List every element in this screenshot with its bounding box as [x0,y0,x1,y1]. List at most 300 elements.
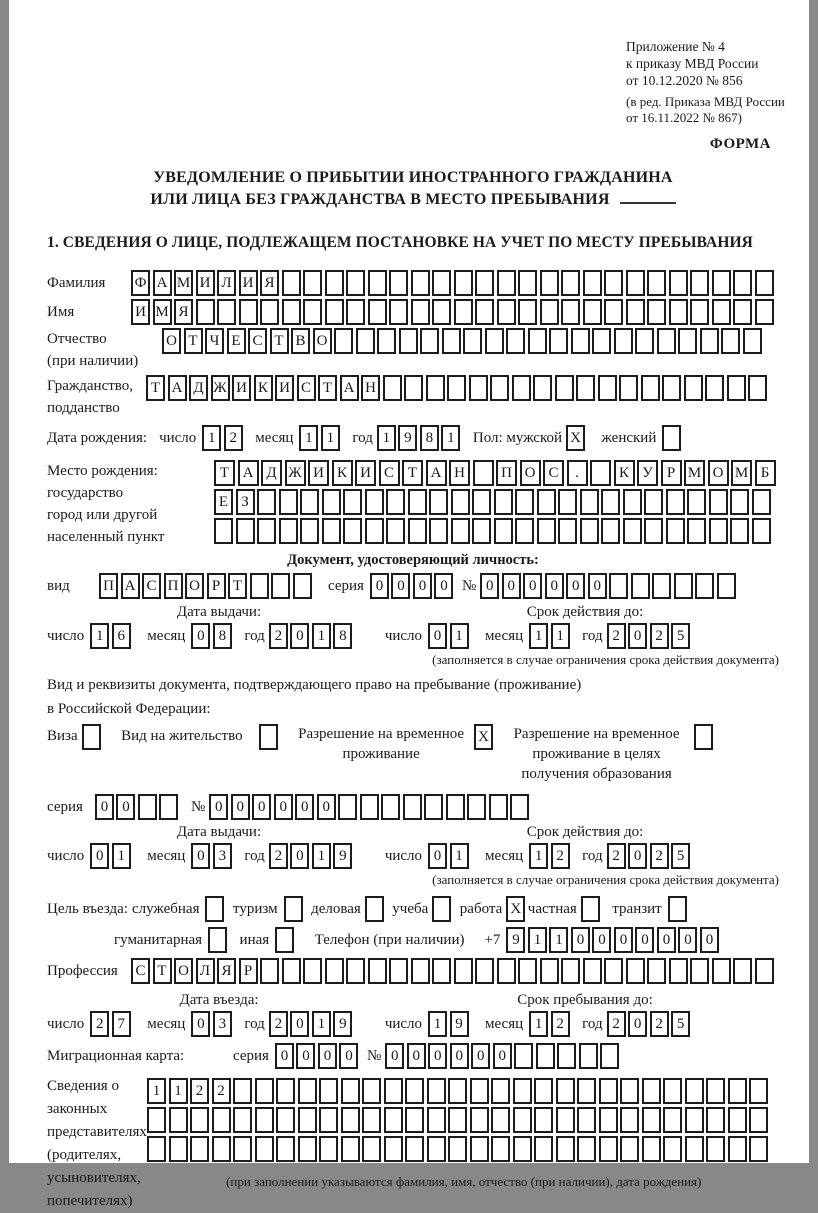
purpose-business-checkbox[interactable] [365,896,387,922]
char-cell[interactable] [534,1107,553,1133]
char-cell[interactable]: Т [146,375,165,401]
char-cell[interactable] [558,518,577,544]
char-cell[interactable] [728,1136,747,1162]
char-cell[interactable]: 0 [339,1043,358,1069]
char-cell[interactable] [389,958,408,984]
char-cell[interactable]: 1 [428,1011,447,1037]
char-cell[interactable] [147,1107,166,1133]
char-cell[interactable] [666,489,685,515]
char-cell[interactable] [399,328,418,354]
doc-issue-year-input[interactable] [269,623,355,649]
char-cell[interactable]: С [297,375,316,401]
char-cell[interactable]: 2 [650,623,669,649]
surname-input[interactable] [131,270,776,296]
char-cell[interactable]: 0 [592,927,611,953]
char-cell[interactable] [690,299,709,325]
char-cell[interactable]: 0 [296,1043,315,1069]
char-cell[interactable] [432,270,451,296]
char-cell[interactable]: О [708,460,729,486]
char-cell[interactable]: А [238,460,259,486]
char-cell[interactable]: 5 [671,623,690,649]
char-cell[interactable] [403,794,422,820]
char-cell[interactable] [749,1136,768,1162]
char-cell[interactable] [284,896,303,922]
char-cell[interactable] [712,299,731,325]
char-cell[interactable] [212,1136,231,1162]
char-cell[interactable] [549,328,568,354]
char-cell[interactable] [491,1107,510,1133]
char-cell[interactable] [469,375,488,401]
char-cell[interactable] [427,1107,446,1133]
permit-valid-day-input[interactable] [428,843,471,869]
edu-permit-checkbox[interactable] [694,724,716,750]
char-cell[interactable]: 2 [607,1011,626,1037]
permit-issue-month-input[interactable] [191,843,234,869]
char-cell[interactable]: 0 [700,927,719,953]
char-cell[interactable] [497,958,516,984]
char-cell[interactable] [282,299,301,325]
char-cell[interactable]: 6 [112,623,131,649]
char-cell[interactable] [236,518,255,544]
char-cell[interactable]: С [142,573,161,599]
char-cell[interactable]: С [131,958,150,984]
char-cell[interactable]: 1 [202,425,221,451]
purpose-tourism-checkbox[interactable] [284,896,306,922]
char-cell[interactable]: 0 [502,573,521,599]
char-cell[interactable] [642,1107,661,1133]
char-cell[interactable] [205,896,224,922]
char-cell[interactable] [250,573,269,599]
birth-place-row1-input[interactable] [214,460,778,486]
char-cell[interactable] [451,489,470,515]
char-cell[interactable] [260,299,279,325]
char-cell[interactable]: 0 [480,573,499,599]
char-cell[interactable] [472,489,491,515]
char-cell[interactable] [743,328,762,354]
char-cell[interactable]: 2 [212,1078,231,1104]
char-cell[interactable] [706,1107,725,1133]
char-cell[interactable] [709,518,728,544]
char-cell[interactable]: С [543,460,564,486]
char-cell[interactable] [635,328,654,354]
char-cell[interactable] [733,958,752,984]
char-cell[interactable]: Т [214,460,235,486]
char-cell[interactable] [561,958,580,984]
purpose-transit-checkbox[interactable] [668,896,690,922]
char-cell[interactable] [706,1078,725,1104]
char-cell[interactable]: И [131,299,150,325]
char-cell[interactable]: Е [227,328,246,354]
char-cell[interactable]: . [567,460,588,486]
char-cell[interactable] [405,1078,424,1104]
char-cell[interactable] [214,518,233,544]
char-cell[interactable]: А [168,375,187,401]
residence-permit-checkbox[interactable] [259,724,281,750]
char-cell[interactable] [749,1078,768,1104]
purpose-official-checkbox[interactable] [205,896,227,922]
char-cell[interactable]: К [254,375,273,401]
entry-day-input[interactable] [90,1011,133,1037]
char-cell[interactable]: И [275,375,294,401]
doc-series-input[interactable] [370,573,456,599]
char-cell[interactable]: 0 [191,1011,210,1037]
char-cell[interactable] [748,375,767,401]
char-cell[interactable]: 1 [441,425,460,451]
char-cell[interactable] [515,518,534,544]
char-cell[interactable]: Н [361,375,380,401]
permit-valid-year-input[interactable] [607,843,693,869]
char-cell[interactable] [322,489,341,515]
char-cell[interactable]: 8 [420,425,439,451]
char-cell[interactable]: Т [228,573,247,599]
char-cell[interactable]: 1 [90,623,109,649]
char-cell[interactable]: Я [260,270,279,296]
char-cell[interactable] [600,1043,619,1069]
char-cell[interactable] [82,724,101,750]
char-cell[interactable] [362,1136,381,1162]
char-cell[interactable] [475,958,494,984]
char-cell[interactable]: 0 [290,623,309,649]
char-cell[interactable]: 9 [333,843,352,869]
birth-month-input[interactable] [299,425,342,451]
char-cell[interactable] [255,1107,274,1133]
char-cell[interactable] [190,1107,209,1133]
char-cell[interactable] [475,270,494,296]
char-cell[interactable]: 2 [224,425,243,451]
char-cell[interactable]: 0 [275,1043,294,1069]
char-cell[interactable]: 9 [506,927,525,953]
char-cell[interactable] [303,270,322,296]
char-cell[interactable] [641,375,660,401]
char-cell[interactable] [368,299,387,325]
char-cell[interactable]: 0 [191,843,210,869]
char-cell[interactable]: 0 [116,794,135,820]
char-cell[interactable] [590,460,611,486]
char-cell[interactable] [662,375,681,401]
char-cell[interactable]: С [379,460,400,486]
char-cell[interactable] [685,1136,704,1162]
char-cell[interactable] [411,958,430,984]
char-cell[interactable] [626,958,645,984]
char-cell[interactable]: А [426,460,447,486]
char-cell[interactable] [386,489,405,515]
char-cell[interactable]: 0 [295,794,314,820]
char-cell[interactable] [411,270,430,296]
char-cell[interactable] [420,328,439,354]
char-cell[interactable] [362,1107,381,1133]
char-cell[interactable]: Т [153,958,172,984]
char-cell[interactable] [463,328,482,354]
char-cell[interactable]: Ф [131,270,150,296]
char-cell[interactable] [506,328,525,354]
doc-valid-day-input[interactable] [428,623,471,649]
char-cell[interactable] [537,489,556,515]
char-cell[interactable] [404,375,423,401]
patronymic-input[interactable] [162,328,764,354]
char-cell[interactable]: 0 [428,623,447,649]
char-cell[interactable]: Ч [205,328,224,354]
char-cell[interactable] [491,1078,510,1104]
char-cell[interactable] [338,794,357,820]
char-cell[interactable]: 5 [671,1011,690,1037]
char-cell[interactable] [447,375,466,401]
char-cell[interactable] [319,1107,338,1133]
char-cell[interactable]: Ж [285,460,306,486]
char-cell[interactable] [467,794,486,820]
char-cell[interactable] [491,1136,510,1162]
char-cell[interactable] [451,518,470,544]
char-cell[interactable] [674,573,693,599]
char-cell[interactable]: 1 [450,623,469,649]
char-cell[interactable] [470,1136,489,1162]
char-cell[interactable]: 2 [269,1011,288,1037]
char-cell[interactable] [298,1107,317,1133]
char-cell[interactable] [687,518,706,544]
birth-place-row3-input[interactable] [214,518,778,544]
entry-month-input[interactable] [191,1011,234,1037]
char-cell[interactable]: 9 [450,1011,469,1037]
char-cell[interactable] [620,1078,639,1104]
char-cell[interactable]: А [121,573,140,599]
char-cell[interactable] [343,518,362,544]
char-cell[interactable]: 3 [213,1011,232,1037]
char-cell[interactable]: Р [207,573,226,599]
char-cell[interactable] [485,328,504,354]
char-cell[interactable]: 0 [191,623,210,649]
char-cell[interactable] [642,1136,661,1162]
permit-issue-day-input[interactable] [90,843,133,869]
char-cell[interactable]: X [474,724,493,750]
char-cell[interactable]: 1 [377,425,396,451]
char-cell[interactable] [408,518,427,544]
char-cell[interactable]: К [614,460,635,486]
char-cell[interactable] [257,518,276,544]
char-cell[interactable] [556,1078,575,1104]
char-cell[interactable]: 0 [290,843,309,869]
char-cell[interactable] [599,1136,618,1162]
char-cell[interactable] [346,270,365,296]
char-cell[interactable]: Ж [211,375,230,401]
char-cell[interactable] [368,270,387,296]
char-cell[interactable]: О [174,958,193,984]
char-cell[interactable] [536,1043,555,1069]
char-cell[interactable] [652,573,671,599]
char-cell[interactable] [303,299,322,325]
char-cell[interactable] [325,958,344,984]
char-cell[interactable] [448,1107,467,1133]
char-cell[interactable] [341,1136,360,1162]
representatives-row2-input[interactable] [147,1107,771,1133]
char-cell[interactable] [255,1078,274,1104]
char-cell[interactable]: Н [449,460,470,486]
char-cell[interactable] [556,1107,575,1133]
char-cell[interactable]: 5 [671,843,690,869]
temp-permit-checkbox[interactable] [474,724,496,750]
char-cell[interactable]: И [355,460,376,486]
char-cell[interactable]: Л [196,958,215,984]
char-cell[interactable] [515,489,534,515]
char-cell[interactable] [540,958,559,984]
char-cell[interactable] [626,299,645,325]
char-cell[interactable] [571,328,590,354]
char-cell[interactable] [752,489,771,515]
char-cell[interactable] [429,489,448,515]
profession-input[interactable] [131,958,776,984]
char-cell[interactable] [690,270,709,296]
char-cell[interactable] [497,270,516,296]
char-cell[interactable] [343,489,362,515]
char-cell[interactable] [534,1136,553,1162]
char-cell[interactable]: 0 [370,573,389,599]
char-cell[interactable] [217,299,236,325]
permit-issue-year-input[interactable] [269,843,355,869]
char-cell[interactable] [644,489,663,515]
char-cell[interactable]: 2 [269,623,288,649]
char-cell[interactable] [271,573,290,599]
char-cell[interactable] [384,1078,403,1104]
char-cell[interactable] [755,299,774,325]
char-cell[interactable] [663,1136,682,1162]
char-cell[interactable] [360,794,379,820]
char-cell[interactable] [233,1136,252,1162]
permit-number-input[interactable] [209,794,532,820]
char-cell[interactable]: 1 [299,425,318,451]
char-cell[interactable]: 0 [628,843,647,869]
char-cell[interactable]: М [731,460,752,486]
char-cell[interactable] [257,489,276,515]
purpose-humanitarian-checkbox[interactable] [208,927,230,953]
char-cell[interactable]: 0 [428,1043,447,1069]
char-cell[interactable]: 0 [657,927,676,953]
char-cell[interactable] [620,1107,639,1133]
char-cell[interactable] [325,299,344,325]
char-cell[interactable] [489,794,508,820]
char-cell[interactable]: 0 [523,573,542,599]
char-cell[interactable] [669,958,688,984]
char-cell[interactable]: 1 [529,623,548,649]
char-cell[interactable]: А [340,375,359,401]
char-cell[interactable] [490,375,509,401]
char-cell[interactable]: Б [755,460,776,486]
char-cell[interactable]: 0 [385,1043,404,1069]
char-cell[interactable] [138,794,157,820]
char-cell[interactable] [377,328,396,354]
char-cell[interactable]: 0 [588,573,607,599]
char-cell[interactable] [513,1136,532,1162]
char-cell[interactable]: 1 [312,1011,331,1037]
char-cell[interactable] [647,299,666,325]
char-cell[interactable] [555,375,574,401]
char-cell[interactable] [669,270,688,296]
char-cell[interactable] [755,958,774,984]
char-cell[interactable] [514,1043,533,1069]
char-cell[interactable] [685,1078,704,1104]
char-cell[interactable]: 8 [333,623,352,649]
char-cell[interactable]: М [153,299,172,325]
char-cell[interactable] [604,270,623,296]
char-cell[interactable]: 1 [321,425,340,451]
char-cell[interactable] [730,489,749,515]
char-cell[interactable]: Д [261,460,282,486]
purpose-private-checkbox[interactable] [581,896,603,922]
char-cell[interactable] [282,270,301,296]
char-cell[interactable]: 0 [428,843,447,869]
char-cell[interactable] [293,573,312,599]
char-cell[interactable] [728,1078,747,1104]
char-cell[interactable] [341,1078,360,1104]
char-cell[interactable] [662,425,681,451]
char-cell[interactable] [389,270,408,296]
char-cell[interactable]: 0 [209,794,228,820]
char-cell[interactable] [429,518,448,544]
char-cell[interactable]: А [153,270,172,296]
char-cell[interactable] [592,328,611,354]
char-cell[interactable] [712,270,731,296]
char-cell[interactable]: И [232,375,251,401]
doc-issue-day-input[interactable] [90,623,133,649]
char-cell[interactable] [279,518,298,544]
char-cell[interactable]: 1 [169,1078,188,1104]
char-cell[interactable] [276,1107,295,1133]
char-cell[interactable]: 0 [493,1043,512,1069]
char-cell[interactable]: К [332,460,353,486]
char-cell[interactable] [657,328,676,354]
mc-series-input[interactable] [275,1043,361,1069]
char-cell[interactable] [408,489,427,515]
char-cell[interactable] [583,299,602,325]
char-cell[interactable]: 0 [628,1011,647,1037]
char-cell[interactable] [346,958,365,984]
doc-valid-year-input[interactable] [607,623,693,649]
mc-number-input[interactable] [385,1043,622,1069]
char-cell[interactable] [365,896,384,922]
char-cell[interactable] [626,270,645,296]
char-cell[interactable] [259,724,278,750]
char-cell[interactable] [580,489,599,515]
char-cell[interactable] [454,299,473,325]
char-cell[interactable] [298,1078,317,1104]
char-cell[interactable] [510,794,529,820]
char-cell[interactable] [668,896,687,922]
char-cell[interactable]: П [99,573,118,599]
char-cell[interactable] [325,270,344,296]
char-cell[interactable] [448,1078,467,1104]
char-cell[interactable] [663,1107,682,1133]
char-cell[interactable]: 0 [628,623,647,649]
char-cell[interactable] [470,1107,489,1133]
char-cell[interactable]: 2 [269,843,288,869]
char-cell[interactable] [279,489,298,515]
char-cell[interactable] [454,958,473,984]
char-cell[interactable] [341,1107,360,1133]
char-cell[interactable]: 2 [650,1011,669,1037]
char-cell[interactable] [381,794,400,820]
char-cell[interactable] [583,270,602,296]
char-cell[interactable] [749,1107,768,1133]
char-cell[interactable]: 1 [528,927,547,953]
char-cell[interactable] [669,299,688,325]
char-cell[interactable]: 0 [571,927,590,953]
char-cell[interactable] [709,489,728,515]
char-cell[interactable] [427,1136,446,1162]
char-cell[interactable] [169,1136,188,1162]
char-cell[interactable]: В [291,328,310,354]
entry-year-input[interactable] [269,1011,355,1037]
visa-checkbox[interactable] [82,724,104,750]
char-cell[interactable] [755,270,774,296]
doc-type-input[interactable] [99,573,314,599]
char-cell[interactable]: П [496,460,517,486]
